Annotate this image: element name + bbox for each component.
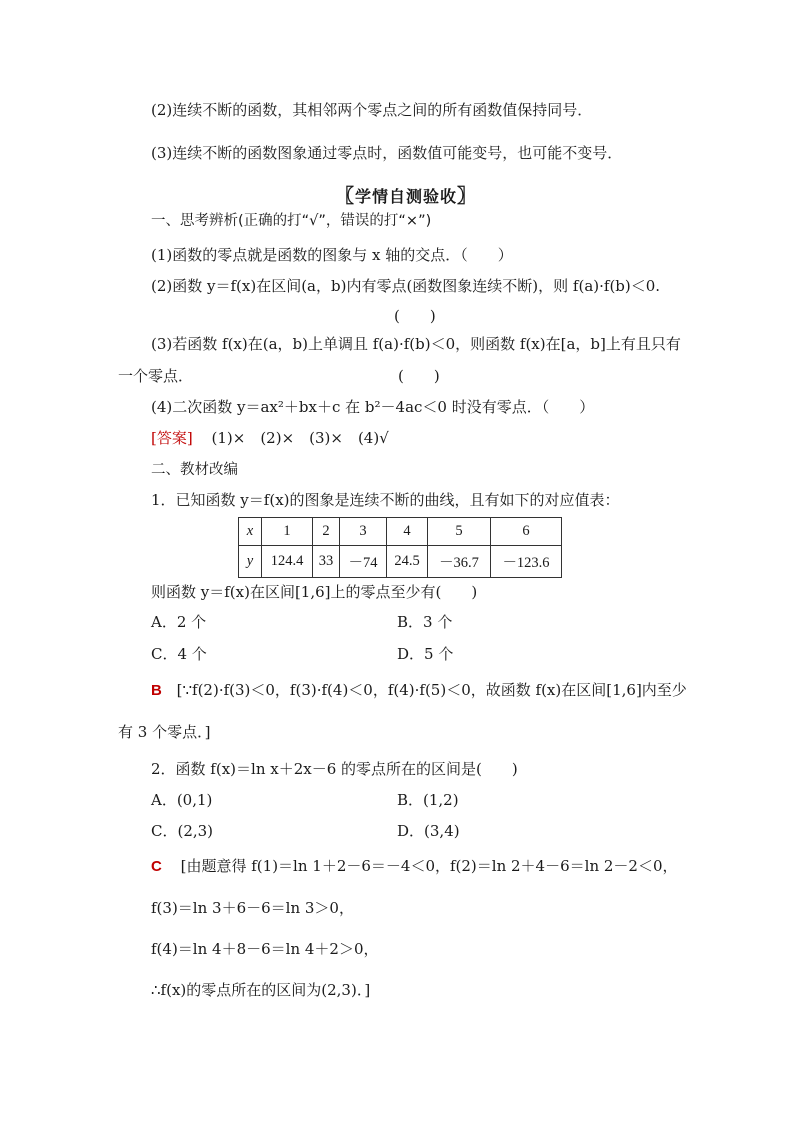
section-title-text: 学情自测验收: [355, 187, 458, 206]
table-cell: －123.6: [491, 546, 562, 578]
answer-label: [答案]: [151, 429, 193, 447]
q1-explanation: [151, 680, 687, 701]
table-cell: －36.7: [428, 546, 491, 578]
q2-explanation-line1: [由题意得 f(1)＝ln 1＋2－6＝－4＜0，f(2)＝ln 2＋4－6＝ln 2－2＜0，: [180, 857, 678, 875]
part1-q3-line2: 一个零点．: [118, 367, 194, 385]
part1-answer: [151, 428, 389, 448]
intro-item-3: (3)连续不断的函数图象通过零点时，函数值可能变号，也可能不变号．: [151, 144, 623, 162]
table-cell: 3: [340, 518, 387, 546]
q2-explanation-line4: ∴f(x)的零点所在的区间为(2,3)．]: [151, 981, 371, 999]
q2-option-d: D．(3,4): [397, 822, 460, 840]
table-row: [239, 518, 562, 546]
section-title: [335, 181, 477, 208]
table-cell: y: [239, 546, 262, 578]
right-bracket: 〗: [457, 185, 478, 207]
table-cell: －74: [340, 546, 387, 578]
table-cell: 1: [262, 518, 313, 546]
q2-option-b: B．(1,2): [397, 791, 459, 809]
q1-option-a: A．2 个: [151, 613, 207, 631]
table-cell: 124.4: [262, 546, 313, 578]
table-cell: 5: [428, 518, 491, 546]
q1-explanation-line2: 有 3 个零点．]: [118, 723, 211, 741]
part1-q3-paren: ( ): [398, 367, 440, 385]
q1-option-b: B．3 个: [397, 613, 453, 631]
q2-explanation-line2: f(3)＝ln 3＋6－6＝ln 3＞0，: [151, 899, 354, 917]
table-row: [239, 546, 562, 578]
part2-heading: 二、教材改编: [151, 462, 238, 478]
table-cell: 24.5: [387, 546, 428, 578]
part1-q2: (2)函数 y＝f(x)在区间(a，b)内有零点(函数图象连续不断)，则 f(a)·f(b)＜0.: [151, 277, 661, 295]
table-cell: 4: [387, 518, 428, 546]
value-table: [238, 517, 562, 578]
q2-option-a: A．(0,1): [151, 791, 213, 809]
part1-q3-line1: (3)若函数 f(x)在(a，b)上单调且 f(a)·f(b)＜0，则函数 f(x)在[a，b]上有且只有: [151, 335, 681, 353]
answer-text: (1)× (2)× (3)× (4)√: [211, 429, 389, 447]
left-bracket: 〖: [335, 185, 356, 207]
q1-explanation-line1: [∵f(2)·f(3)＜0，f(3)·f(4)＜0，f(4)·f(5)＜0，故函数 f(x)在区间[1,6]内至少: [176, 681, 687, 699]
q1-answer-letter: B: [151, 682, 162, 699]
part1-q2-paren: ( ): [394, 307, 436, 325]
q1-option-d: D．5 个: [397, 645, 454, 663]
q2-explanation-line3: f(4)＝ln 4＋8－6＝ln 4＋2＞0，: [151, 940, 379, 958]
q1-option-c: C．4 个: [151, 645, 207, 663]
part2-q1-question: 则函数 y＝f(x)在区间[1,6]上的零点至少有( ): [151, 583, 478, 601]
part1-q1: (1)函数的零点就是函数的图象与 x 轴的交点．（ ）: [151, 246, 513, 264]
table-cell: x: [239, 518, 262, 546]
table-cell: 33: [313, 546, 340, 578]
q2-explanation: [151, 856, 678, 877]
part2-q1-stem: 1．已知函数 y＝f(x)的图象是连续不断的曲线，且有如下的对应值表：: [151, 491, 620, 509]
table-cell: 2: [313, 518, 340, 546]
part2-q2-stem: 2．函数 f(x)＝ln x＋2x－6 的零点所在的区间是( ): [151, 760, 518, 778]
intro-item-2: (2)连续不断的函数，其相邻两个零点之间的所有函数值保持同号．: [151, 101, 593, 119]
q2-option-c: C．(2,3): [151, 822, 214, 840]
part1-q4: (4)二次函数 y＝ax²＋bx＋c 在 b²－4ac＜0 时没有零点．（ ）: [151, 398, 595, 416]
table-cell: 6: [491, 518, 562, 546]
part1-heading: 一、思考辨析(正确的打“√”，错误的打“×”): [151, 213, 432, 229]
q2-answer-letter: C: [151, 858, 162, 875]
